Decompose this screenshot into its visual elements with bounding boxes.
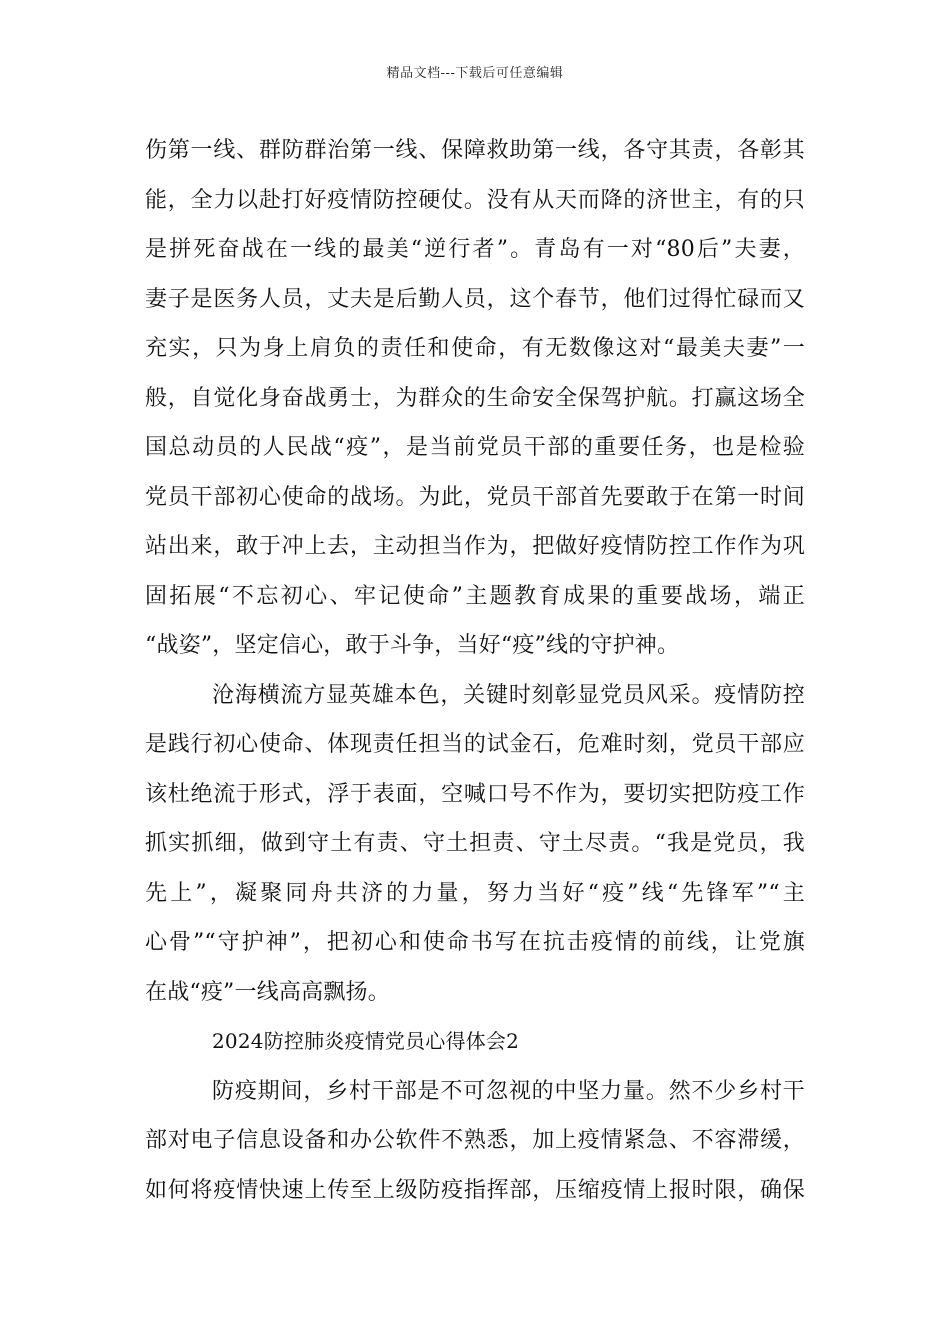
text-line: “战姿”，坚定信心，敢于斗争，当好“疫”线的守护神。 bbox=[145, 633, 680, 658]
section-heading-block bbox=[145, 1017, 805, 1067]
text-line: 先上”，凝聚同舟共济的力量，努力当好“疫”线“先锋军”“主 bbox=[145, 880, 805, 906]
text-line: 是践行初心使命、体现责任担当的试金石，危难时刻，党员干部应 bbox=[145, 732, 805, 757]
page-header: 精品文档---下载后可任意编辑 bbox=[386, 66, 564, 81]
text-line: 沧海横流方显英雄本色，关键时刻彰显党员风采。疫情防控 bbox=[212, 682, 805, 708]
document-body bbox=[145, 126, 805, 1215]
text-line: 国总动员的人民战“疫”，是当前党员干部的重要任务，也是检验 bbox=[145, 435, 805, 460]
text-line: 妻子是医务人员，丈夫是后勤人员，这个春节，他们过得忙碌而又 bbox=[145, 286, 805, 312]
text-line: 伤第一线、群防群治第一线、保障救助第一线，各守其责，各彰其 bbox=[145, 138, 805, 163]
text-line: 防疫期间，乡村干部是不可忽视的中坚力量。然不少乡村干 bbox=[212, 1078, 805, 1104]
text-line: 能，全力以赴打好疫情防控硬仗。没有从天而降的济世主，有的只 bbox=[145, 187, 805, 213]
paragraph-2 bbox=[145, 671, 805, 1018]
section-heading: 2024防控肺炎疫情党员心得体会2 bbox=[212, 1029, 520, 1053]
text-line: 般，自觉化身奋战勇士，为群众的生命安全保驾护航。打赢这场全 bbox=[145, 385, 805, 411]
text-line: 固拓展“不忘初心、牢记使命”主题教育成果的重要战场，端正 bbox=[145, 583, 805, 609]
text-line: 抓实抓细，做到守土有责、守土担责、守土尽责。“我是党员，我 bbox=[145, 831, 805, 856]
text-line: 充实，只为身上肩负的责任和使命，有无数像这对“最美夫妻”一 bbox=[145, 336, 805, 361]
text-line: 部对电子信息设备和办公软件不熟悉，加上疫情紧急、不容滞缓， bbox=[145, 1128, 805, 1153]
text-line: 该杜绝流于形式，浮于表面，空喊口号不作为，要切实把防疫工作 bbox=[145, 781, 805, 807]
text-line: 如何将疫情快速上传至上级防疫指挥部，压缩疫情上报时限，确保 bbox=[145, 1177, 805, 1203]
text-line: 党员干部初心使命的战场。为此，党员干部首先要敢于在第一时间 bbox=[145, 484, 805, 510]
text-line: 站出来，敢于冲上去，主动担当作为，把做好疫情防控工作作为巩 bbox=[145, 534, 805, 559]
paragraph-3 bbox=[145, 1067, 805, 1216]
text-line: 心骨”“守护神”，把初心和使命书写在抗击疫情的前线，让党旗 bbox=[145, 930, 805, 955]
text-line: 是拼死奋战在一线的最美“逆行者”。青岛有一对“80后”夫妻， bbox=[145, 237, 805, 262]
paragraph-1 bbox=[145, 126, 805, 671]
text-line: 在战“疫”一线高高飘扬。 bbox=[145, 979, 390, 1005]
